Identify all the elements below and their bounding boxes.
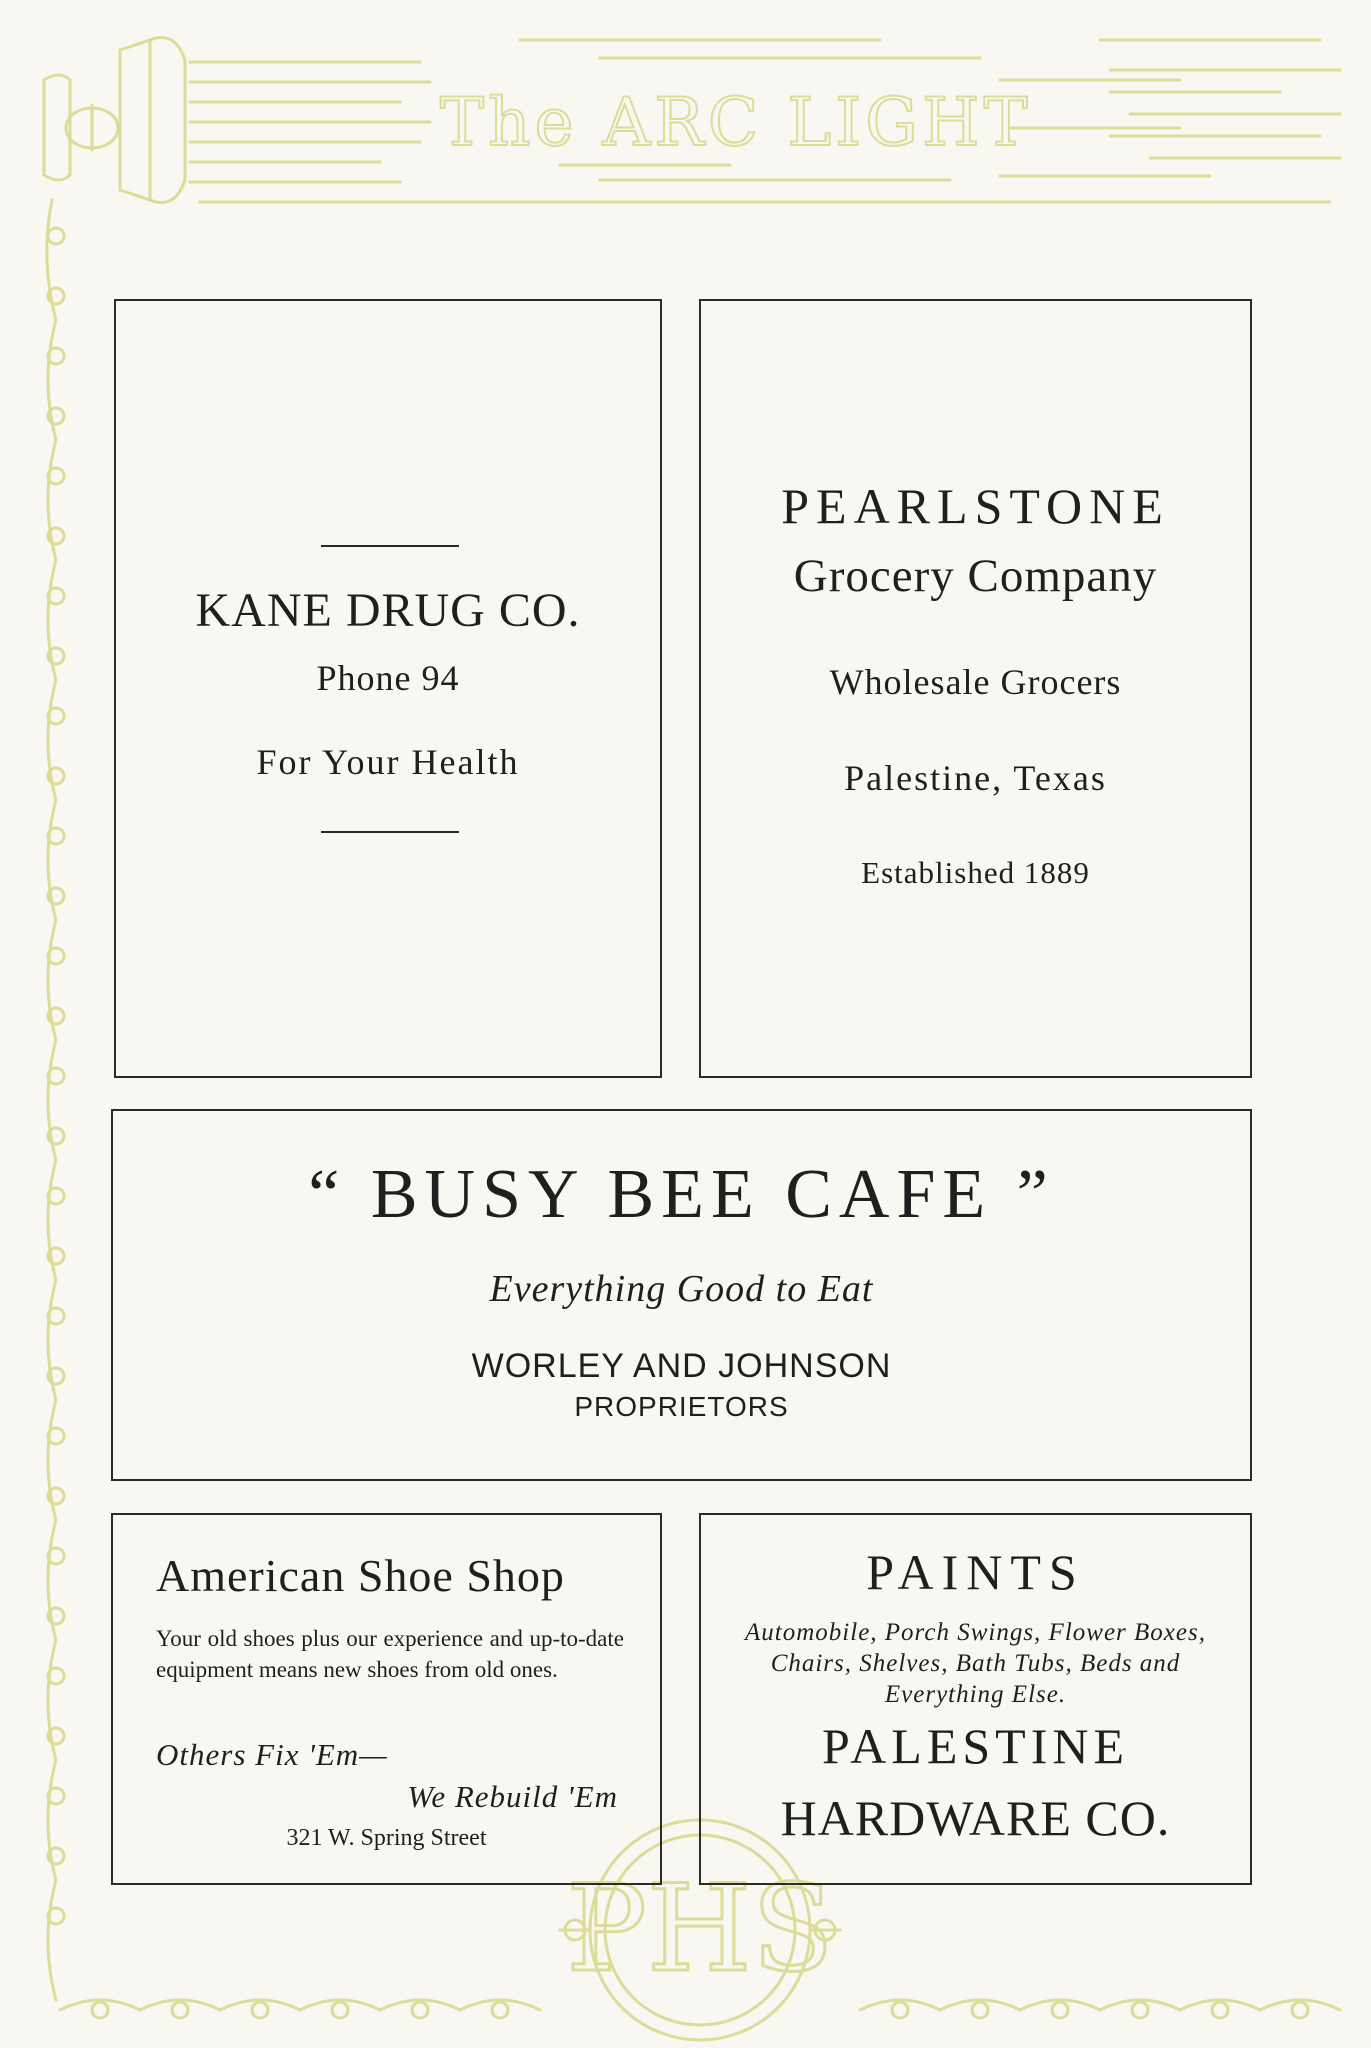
busy-bee-proprietor-names: WORLEY AND JOHNSON [471,1347,892,1385]
kane-name: KANE DRUG CO. [195,584,581,637]
ad-kane-drug [114,299,662,1078]
pearlstone-location: Palestine, Texas [844,758,1107,798]
shoe-shop-slogan-line2: We Rebuild 'Em [407,1779,618,1814]
shoe-shop-body: Your old shoes plus our experience and up-to-date equipment means new shoes from old ones. [156,1626,624,1682]
monogram-letters: PHS [566,1860,834,1999]
kane-phone: Phone 94 [316,658,460,698]
shoe-shop-address: 321 W. Spring Street [286,1825,487,1851]
ad-palestine-hardware [699,1513,1252,1885]
pearlstone-established: Established 1889 [861,855,1090,890]
divider-top [321,545,459,547]
busy-bee-tagline: Everything Good to Eat [489,1268,874,1310]
ad-busy-bee-cafe [111,1109,1252,1481]
pearlstone-name: PEARLSTONE [781,478,1170,534]
hardware-name-line1: PALESTINE [821,1718,1130,1774]
ad-pearlstone-grocery [699,299,1252,1078]
ad-american-shoe-shop [111,1513,662,1885]
pearlstone-description: Wholesale Grocers [829,662,1122,702]
shoe-shop-title: American Shoe Shop [156,1550,565,1601]
shoe-shop-slogan-line1: Others Fix 'Em— [156,1737,388,1772]
pearlstone-subtitle: Grocery Company [793,550,1158,602]
paints-items: Automobile, Porch Swings, Flower Boxes, Chairs, Shelves, Bath Tubs, Beds and Everything Else. [745,1619,1206,1708]
divider-bottom [321,831,459,833]
hardware-name-line2: HARDWARE CO. [780,1790,1171,1846]
busy-bee-name: “ BUSY BEE CAFE ” [308,1156,1055,1233]
kane-slogan: For Your Health [256,742,520,782]
paints-title: PAINTS [866,1544,1085,1600]
busy-bee-proprietors-label: PROPRIETORS [574,1391,789,1422]
magazine-title: The ARC LIGHT [440,84,1032,161]
